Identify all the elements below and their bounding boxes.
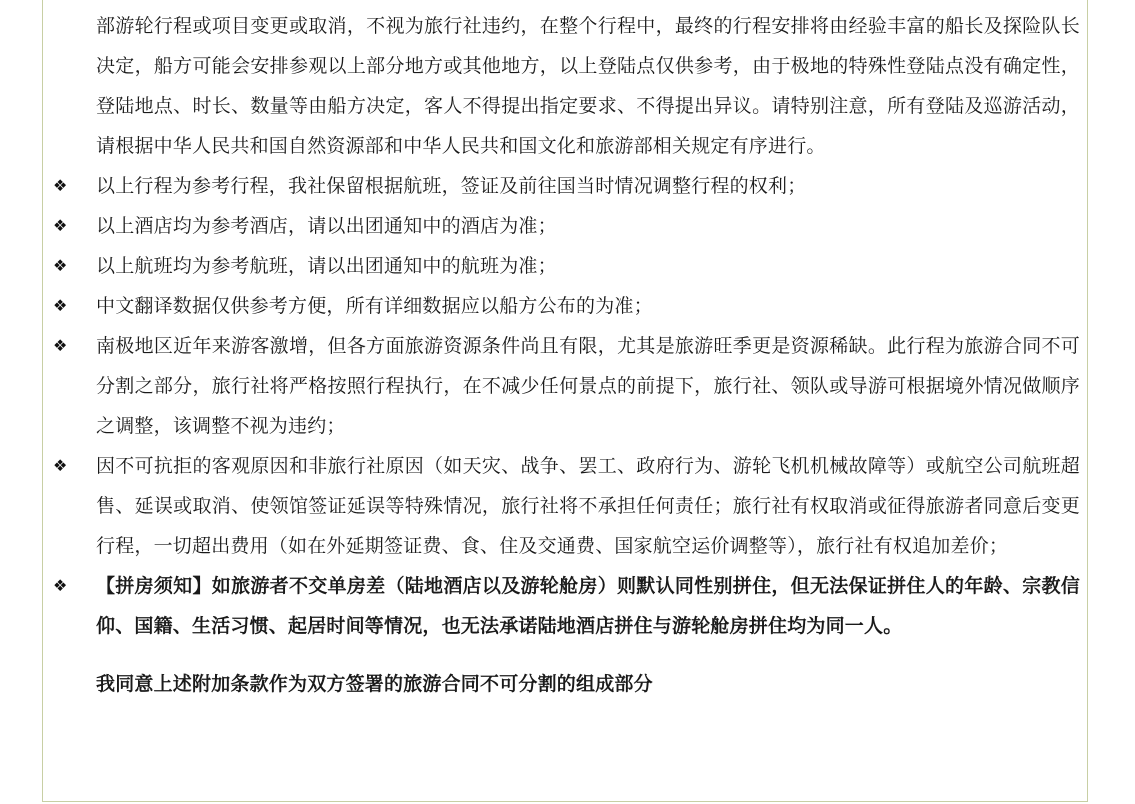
diamond-bullet-icon: ❖: [53, 456, 68, 475]
list-item: [53, 206, 1080, 246]
list-item-text: 【拼房须知】如旅游者不交单房差（陆地酒店以及游轮舱房）则默认同性别拼住，但无法保证拼住人的年龄、宗教信仰、国籍、生活习惯、起居时间等情况，也无法承诺陆地酒店拼住与游轮舱房拼住均为同一人。: [96, 575, 1080, 637]
diamond-bullet-icon: ❖: [53, 216, 68, 235]
list-item-text: 以上行程为参考行程，我社保留根据航班，签证及前往国当时情况调整行程的权利；: [96, 175, 807, 197]
continuation-paragraph: 部游轮行程或项目变更或取消，不视为旅行社违约，在整个行程中，最终的行程安排将由经验丰富的船长及探险队长决定，船方可能会安排参观以上部分地方或其他地方，以上登陆点仅供参考，由于极地的特殊性登陆点没有确定性，登陆地点、时长、数量等由船方决定，客人不得提出指定要求、不得提出异议。请特别注意，所有登陆及巡游活动，请根据中华人民共和国自然资源部和中华人民共和国文化和旅游部相关规定有序进行。: [96, 15, 1080, 157]
list-item: [53, 166, 1080, 206]
agreement-statement: 我同意上述附加条款作为双方签署的旅游合同不可分割的组成部分: [96, 673, 653, 695]
terms-content: [53, 6, 1080, 704]
diamond-bullet-icon: ❖: [53, 576, 68, 595]
list-item-text: 以上酒店均为参考酒店，请以出团通知中的酒店为准；: [96, 215, 557, 237]
diamond-bullet-icon: ❖: [53, 336, 68, 355]
list-item: [53, 446, 1080, 566]
list-item-text: 中文翻译数据仅供参考方便，所有详细数据应以船方公布的为准；: [96, 295, 653, 317]
list-item-text: 因不可抗拒的客观原因和非旅行社原因（如天灾、战争、罢工、政府行为、游轮飞机机械故障等）或航空公司航班超售、延误或取消、使领馆签证延误等特殊情况，旅行社将不承担任何责任；旅行社有权取消或征得旅游者同意后变更行程，一切超出费用（如在外延期签证费、食、住及交通费、国家航空运价调整等），旅行社有权追加差价；: [96, 455, 1080, 557]
list-item-text: 以上航班均为参考航班，请以出团通知中的航班为准；: [96, 255, 557, 277]
list-item-text: 南极地区近年来游客激增，但各方面旅游资源条件尚且有限，尤其是旅游旺季更是资源稀缺。此行程为旅游合同不可分割之部分，旅行社将严格按照行程执行，在不减少任何景点的前提下，旅行社、领队或导游可根据境外情况做顺序之调整，该调整不视为违约；: [96, 335, 1080, 437]
list-item: [53, 326, 1080, 446]
diamond-bullet-icon: ❖: [53, 256, 68, 275]
diamond-bullet-icon: ❖: [53, 296, 68, 315]
room-sharing-notice: [53, 566, 1080, 646]
list-item: [53, 286, 1080, 326]
diamond-bullet-icon: ❖: [53, 176, 68, 195]
list-item: [53, 246, 1080, 286]
